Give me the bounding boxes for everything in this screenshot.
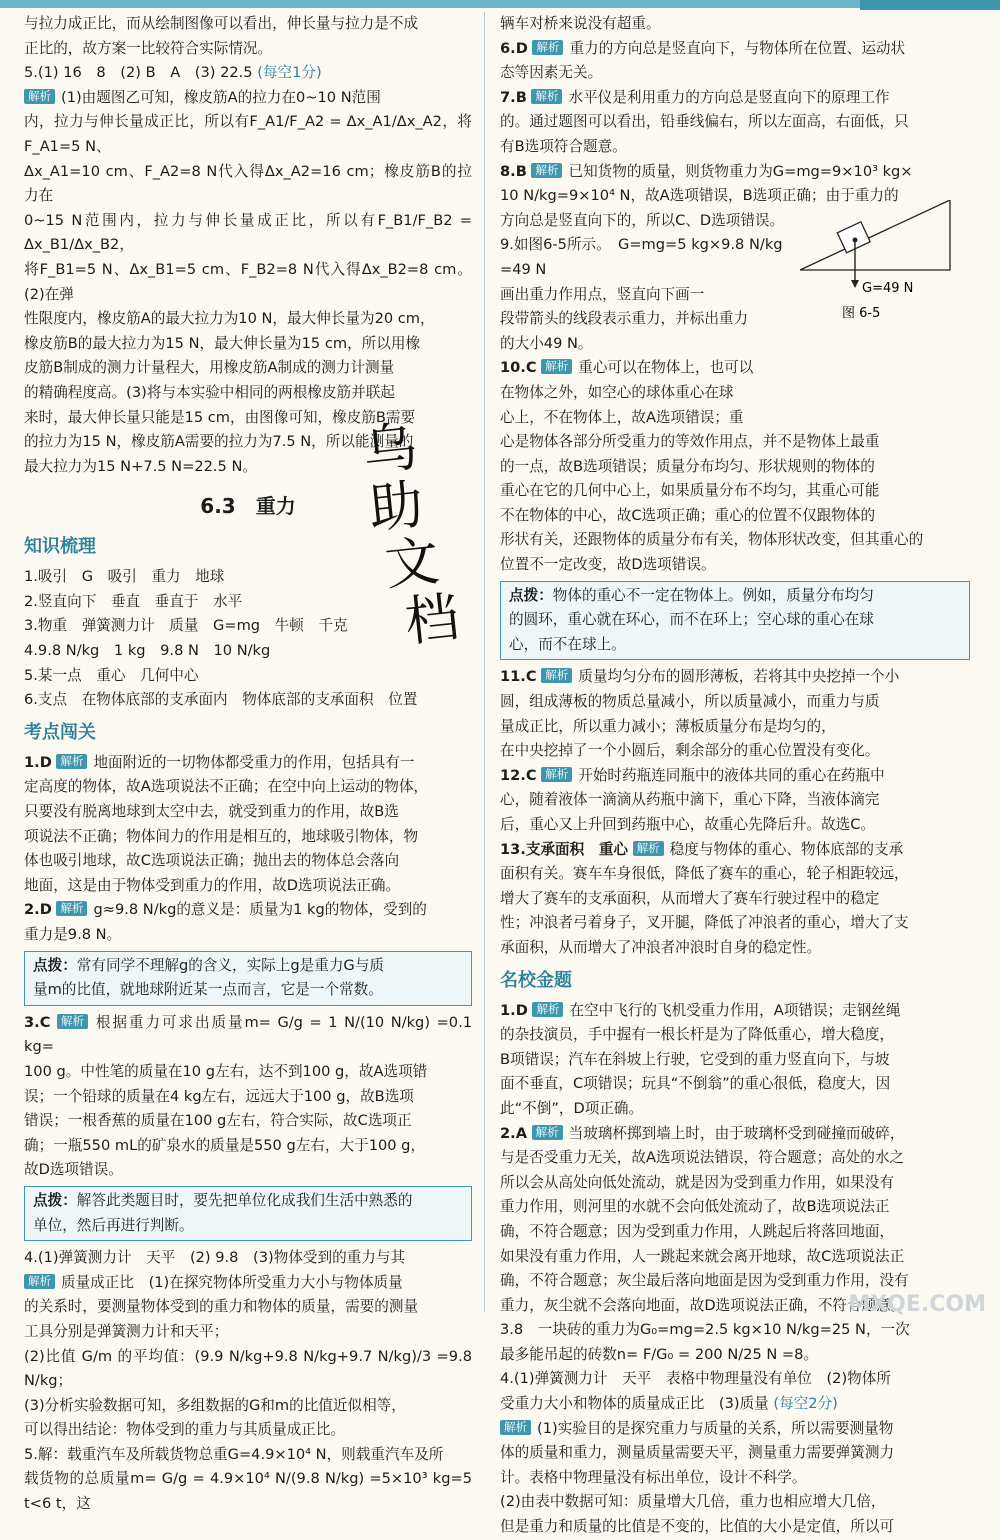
m4-line bbox=[500, 1417, 970, 1442]
analysis-line: 项说法不正确；物体间力的作用是相互的，地球吸引物体，物 bbox=[24, 827, 419, 845]
analysis-line: 圆，组成薄板的物质总量减小，所以质量减小，而重力与质 bbox=[500, 693, 880, 711]
tip-text: 物体的重心不一定在物体上。例如，质量分布均匀 bbox=[552, 586, 874, 604]
answer: 2.A bbox=[500, 1124, 527, 1142]
section-title: 6.3 重力 bbox=[200, 494, 296, 519]
answer: 1.D bbox=[24, 753, 52, 771]
top-color-bar bbox=[0, 0, 1000, 8]
analysis-line: 不在物体的中心，故C选项正确；重心的位置不仅跟物体的 bbox=[500, 506, 876, 524]
analysis-tag: 解析 bbox=[56, 901, 87, 916]
analysis-line: 确；一瓶550 mL的矿泉水的质量是550 g左右，大于100 g， bbox=[24, 1136, 426, 1154]
tip-text: 解答此类题目时，要先把单位化成我们生活中熟悉的 bbox=[76, 1191, 413, 1209]
q11-line bbox=[500, 665, 970, 690]
m3-line: 最多能吊起的砖数n= F/G₀ = 200 N/25 N =8。 bbox=[500, 1345, 819, 1363]
analysis-tag: 解析 bbox=[24, 1274, 55, 1289]
knowledge-item: 3.物重 弹簧测力计 质量 G=mg 牛顿 千克 bbox=[24, 617, 348, 635]
analysis-line: B项错误；汽车在斜坡上行驶，它受到的重力竖直向下，与坡 bbox=[500, 1050, 890, 1068]
answer: 8.B bbox=[500, 162, 527, 180]
tip-label: 点拨： bbox=[33, 956, 77, 974]
analysis-line: 态等因素无关。 bbox=[500, 64, 603, 82]
intro-line: 与拉力成正比，而从绘制图像可以看出，伸长量与拉力是不成 bbox=[24, 15, 419, 32]
analysis-line: 只要没有脱离地球到太空中去，就受到重力的作用，故B选 bbox=[24, 803, 399, 821]
answer: 2.D bbox=[24, 901, 52, 919]
m4-score: (每空2分) bbox=[773, 1395, 838, 1413]
analysis-line: 量成正比，所以重力减小；薄板质量分布是均匀的， bbox=[500, 717, 836, 735]
knowledge-item: 2.竖直向下 垂直 垂直于 水平 bbox=[24, 592, 243, 610]
q9-line: 9.如图6-5所示。 G=mg=5 kg×9.8 N/kg bbox=[500, 236, 783, 254]
tip-box bbox=[24, 1186, 472, 1241]
top-color-bar-accent bbox=[860, 0, 1000, 10]
analysis-text: 质量成正比 (1)在探究物体所受重力大小与物体质量 bbox=[61, 1273, 403, 1291]
analysis-line: 与是否受重力无关，故A选项说法错误，符合题意；高处的水之 bbox=[500, 1149, 905, 1167]
analysis-line: 可以得出结论：物体受到的重力与其质量成正比。 bbox=[24, 1421, 346, 1439]
q6-line bbox=[500, 37, 970, 62]
analysis-tag: 解析 bbox=[56, 754, 87, 769]
analysis-line: 重力作用，则河里的水就不会向低处流动了，故B选项说法正 bbox=[500, 1198, 890, 1216]
analysis-tag: 解析 bbox=[532, 40, 563, 55]
analysis-tag: 解析 bbox=[531, 163, 562, 178]
q4-line bbox=[24, 1271, 472, 1296]
figure-caption: 图 6-5 bbox=[842, 306, 881, 321]
analysis-tag: 解析 bbox=[57, 1014, 88, 1029]
knowledge-item: 1.吸引 G 吸引 重力 地球 bbox=[24, 568, 225, 586]
answer: 1.D bbox=[500, 1001, 528, 1019]
q7-line bbox=[500, 86, 970, 111]
analysis-line: (2)比值 G/m 的平均值：(9.9 N/kg+9.8 N/kg+9.7 N/kg)/3 =9.8 N/kg； bbox=[24, 1347, 472, 1390]
q9-line: 段带箭头的线段表示重力，并标出重力 bbox=[500, 310, 749, 328]
tip-text: 的圆环，重心就在环心，而不在环上；空心球的重心在球 bbox=[509, 611, 874, 629]
m1-line bbox=[500, 999, 970, 1024]
analysis-line: 体也吸引地球，故C选项说法正确；抛出去的物体总会落向 bbox=[24, 852, 400, 870]
analysis-line: 在中央挖掉了一个小圆后，剩余部分的重心位置没有变化。 bbox=[500, 742, 880, 760]
analysis-line: 面不垂直，C项错误；玩具“不倒翁”的重心很低，稳度大，因 bbox=[500, 1075, 891, 1093]
analysis-line: 有B选项符合题意。 bbox=[500, 137, 627, 155]
analysis-text: 当玻璃杯掷到墙上时，由于玻璃杯受到碰撞而破碎， bbox=[568, 1124, 905, 1142]
analysis-line: 的精确程度高。(3)将与本实验中相同的两根橡皮筋并联起 bbox=[24, 383, 395, 401]
analysis-text: g≈9.8 N/kg的意义是：质量为1 kg的物体，受到的 bbox=[93, 901, 427, 919]
analysis-line: 确，不符合题意；灰尘最后落向地面是因为受到重力作用，没有 bbox=[500, 1272, 909, 1290]
q5b-line: 载货物的总质量m= G/g = 4.9×10⁴ N/(9.8 N/kg) =5×10³ kg=5 t<6 t，这 bbox=[24, 1470, 472, 1513]
analysis-line: 故D选项错误。 bbox=[24, 1161, 123, 1179]
analysis-tag: 解析 bbox=[541, 359, 572, 374]
analysis-text: 稳度与物体的重心、物体底部的支承 bbox=[669, 840, 904, 858]
q1-line bbox=[24, 751, 472, 776]
tip-label: 点拨： bbox=[33, 1191, 77, 1209]
tip-text: 单位，然后再进行判断。 bbox=[33, 1216, 194, 1234]
q10-line bbox=[500, 356, 790, 381]
analysis-line: 10 N/kg=9×10⁴ N，故A选项错误，B选项正确；由于重力的 bbox=[500, 187, 899, 205]
analysis-line: 但是重力和质量的比值是不变的，比值的大小是定值，所以可 bbox=[500, 1518, 895, 1536]
m2-line bbox=[500, 1122, 970, 1147]
analysis-line: 内，拉力与伸长量成正比，所以有F_A1/F_A2 = Δx_A1/Δx_A2，将F_A1=5 N、 bbox=[24, 113, 472, 155]
analysis-line: 后，重心又上升回到药瓶中心，故重心先降后升。故选C。 bbox=[500, 816, 876, 833]
figure-6-5 bbox=[800, 200, 970, 340]
q5-answer: 5.(1) 16 8 (2) B A (3) 22.5 bbox=[24, 64, 253, 82]
answer: 11.C bbox=[500, 668, 537, 686]
analysis-text: 根据重力可求出质量m= G/g = 1 N/(10 N/kg) =0.1 kg= bbox=[24, 1013, 473, 1056]
tip-box bbox=[500, 581, 970, 661]
analysis-line: 如果没有重力作用，人一跳起来就会离开地球，故C选项说法正 bbox=[500, 1247, 905, 1265]
analysis-line: 性限度内，橡皮筋A的最大拉力为10 N，最大伸长量为20 cm， bbox=[24, 310, 435, 328]
q12-line bbox=[500, 764, 970, 789]
left-column bbox=[24, 12, 472, 1517]
m3-line: 3.8 一块砖的重力为G₀=mg=2.5 kg×10 N/kg=25 N，一次 bbox=[500, 1321, 910, 1339]
analysis-line: 性；冲浪者弓着身子，叉开腿，降低了冲浪者的重心，增大了支 bbox=[500, 914, 909, 932]
analysis-text: 重力的方向总是竖直向下，与物体所在位置、运动状 bbox=[569, 39, 906, 57]
analysis-line: 计。表格中物理量没有标出单位，设计不科学。 bbox=[500, 1468, 807, 1486]
q5-answer-line bbox=[24, 61, 472, 86]
analysis-line: 的关系时，要测量物体受到的重力和物体的质量，需要的测量 bbox=[24, 1298, 419, 1316]
handwriting-char: 档 bbox=[401, 585, 463, 654]
incline-diagram bbox=[800, 200, 970, 340]
gravity-arrowhead bbox=[851, 280, 859, 288]
heading-exam-points: 考点闯关 bbox=[24, 721, 96, 743]
analysis-line: 定高度的物体，故A选项说法不正确；在空中向上运动的物体， bbox=[24, 778, 429, 796]
answer: 3.C bbox=[24, 1013, 51, 1031]
analysis-line: (2)由表中数据可知：质量增大几倍，重力也相应增大几倍， bbox=[500, 1493, 886, 1511]
heading-knowledge: 知识梳理 bbox=[24, 536, 96, 558]
analysis-line: 重力是9.8 N。 bbox=[24, 926, 122, 943]
q3-line bbox=[24, 1011, 472, 1060]
block bbox=[837, 222, 870, 253]
analysis-line: 位置不一定改变，故D选项错误。 bbox=[500, 556, 716, 574]
handwriting-char: 文 bbox=[381, 529, 443, 598]
analysis-line: 体的质量和重力，测量质量需要天平，测量重力需要弹簧测力 bbox=[500, 1444, 895, 1462]
analysis-line: 地面，这是由于物体受到重力的作用，故D选项说法正确。 bbox=[24, 876, 401, 894]
q9-line: =49 N bbox=[500, 260, 547, 278]
analysis-line: 橡皮筋B的最大拉力为15 N，最大伸长量为15 cm，所以用橡 bbox=[24, 334, 421, 352]
analysis-line: 增大了赛车的支承面积，从而增大了赛车行驶过程中的稳定 bbox=[500, 889, 880, 907]
tip-box bbox=[24, 951, 472, 1006]
intro-line: 正比的，故方案一比较符合实际情况。 bbox=[24, 39, 273, 57]
analysis-tag: 解析 bbox=[532, 1125, 563, 1140]
analysis-line: 来时，最大伸长量只能是15 cm，由图像可知，橡皮筋B需要 bbox=[24, 408, 416, 426]
tip-text: 常有同学不理解g的含义，实际上g是重力G与质 bbox=[76, 956, 384, 974]
tip-text: 心，而不在球上。 bbox=[509, 635, 626, 653]
analysis-text: 开始时药瓶连同瓶中的液体共同的重心在药瓶中 bbox=[578, 766, 885, 784]
analysis-tag: 解析 bbox=[541, 767, 572, 782]
tip-text: 量m的比值，就地球附近某一点而言，它是一个常数。 bbox=[33, 981, 383, 999]
analysis-line: 工具分别是弹簧测力计和天平； bbox=[24, 1322, 229, 1340]
analysis-line: 心，随着液体一滴滴从药瓶中滴下，重心下降，当液体滴完 bbox=[500, 791, 880, 809]
q8-line bbox=[500, 160, 970, 185]
analysis-line: 的杂技演员，手中握有一根长杆是为了降低重心，增大稳度， bbox=[500, 1026, 895, 1044]
analysis-line: 错误；一根香蕉的质量在100 g左右，符合实际，故C选项正 bbox=[24, 1112, 412, 1130]
answer: 12.C bbox=[500, 766, 537, 784]
handwriting-char: 助 bbox=[365, 472, 427, 541]
m4-answer: 4.(1)弹簧测力计 天平 表格中物理量没有单位 (2)物体所 bbox=[500, 1370, 891, 1388]
knowledge-item: 5.某一点 重心 几何中心 bbox=[24, 666, 199, 684]
analysis-line: 0~15 N范围内，拉力与伸长量成正比，所以有F_B1/F_B2 = Δx_B1/Δx_B2， bbox=[24, 211, 472, 254]
intro-line: 辆车对桥来说没有超重。 bbox=[500, 15, 661, 32]
answer: 10.C bbox=[500, 359, 537, 377]
analysis-line: 误；一个铅球的质量在4 kg左右，远远大于100 g，故B选项 bbox=[24, 1087, 414, 1105]
tip-label: 点拨： bbox=[509, 586, 553, 604]
answer: 13.支承面积 重心 bbox=[500, 840, 629, 858]
column-divider bbox=[484, 12, 485, 1312]
analysis-line: 的。通过题图可以看出，铅垂线偏右，所以左面高，右面低，只 bbox=[500, 113, 909, 131]
analysis-tag: 解析 bbox=[633, 841, 664, 856]
analysis-tag: 解析 bbox=[24, 89, 55, 104]
analysis-line: 面积有关。赛车车身很低，降低了赛车的重心，轮子相距较远， bbox=[500, 865, 909, 883]
q5-analysis-line bbox=[24, 86, 472, 111]
analysis-text: 地面附近的一切物体都受重力的作用，包括具有一 bbox=[93, 753, 415, 771]
analysis-line: (3)分析实验数据可知，多组数据的G和m的比值近似相等， bbox=[24, 1396, 406, 1414]
answer: 6.D bbox=[500, 39, 528, 57]
analysis-tag: 解析 bbox=[500, 1420, 531, 1435]
analysis-line: 所以会从高处向低处流动，就是因为受到重力作用，如果没有 bbox=[500, 1173, 895, 1191]
analysis-text: 已知货物的质量，则货物重力为G=mg=9×10³ kg× bbox=[568, 162, 913, 180]
analysis-text: 重心可以在物体上，也可以 bbox=[578, 359, 754, 377]
knowledge-item: 6.支点 在物体底部的支承面内 物体底部的支承面积 位置 bbox=[24, 691, 418, 709]
analysis-line: 承面积，从而增大了冲浪者冲浪时自身的稳定性。 bbox=[500, 938, 822, 956]
analysis-text: (1)由题图乙可知，橡皮筋A的拉力在0~10 N范围 bbox=[61, 88, 381, 106]
q9-line: 的大小49 N。 bbox=[500, 334, 593, 352]
analysis-line: 心是物体各部分所受重力的等效作用点，并不是物体上最重 bbox=[500, 433, 880, 451]
q9-line: 画出重力作用点，竖直向下画一 bbox=[500, 285, 705, 303]
answer: 7.B bbox=[500, 88, 527, 106]
analysis-line: 此“不倒”，D项正确。 bbox=[500, 1099, 644, 1117]
block-on-incline bbox=[837, 222, 870, 253]
analysis-line: 将F_B1=5 N、Δx_B1=5 cm、F_B2=8 N代入得Δx_B2=8 cm。(2)在弹 bbox=[24, 260, 472, 303]
analysis-line: 重心在它的几何中心上，如果质量分布不均匀，其重心可能 bbox=[500, 482, 880, 500]
q2-line bbox=[24, 898, 472, 923]
m4-answer-line2 bbox=[500, 1392, 970, 1417]
analysis-line: 的一点，故B选项错误；质量分布均匀、形状规则的物体的 bbox=[500, 457, 875, 475]
analysis-line: 最大拉力为15 N+7.5 N=22.5 N。 bbox=[24, 457, 257, 475]
q10-block bbox=[500, 356, 790, 430]
knowledge-item: 4.9.8 N/kg 1 kg 9.8 N 10 N/kg bbox=[24, 642, 271, 660]
analysis-text: 质量均匀分布的圆形薄板，若将其中央挖掉一个小 bbox=[578, 668, 900, 686]
corner-watermark: MXQE.COM bbox=[848, 1292, 986, 1318]
heading-famous-school: 名校金题 bbox=[500, 969, 572, 991]
analysis-line: 100 g。中性笔的质量在10 g左右，达不到100 g，故A选项错 bbox=[24, 1062, 428, 1080]
analysis-text: 水平仪是利用重力的方向总是竖直向下的原理工作 bbox=[568, 88, 890, 106]
gravity-label: G=49 N bbox=[862, 281, 914, 296]
q9-block bbox=[500, 233, 790, 356]
analysis-line: Δx_A1=10 cm、F_A2=8 N代入得Δx_A2=16 cm；橡皮筋B的拉力在 bbox=[24, 162, 472, 205]
analysis-line: 方向总是竖直向下的，所以C、D选项错误。 bbox=[500, 211, 785, 229]
analysis-line: 重力，灰尘就不会落向地面，故D选项说法正确，不符合题意。 bbox=[500, 1296, 906, 1314]
analysis-text: (1)实验目的是探究重力与质量的关系，所以需要测量物 bbox=[537, 1419, 894, 1437]
q5-score: (每空1分) bbox=[257, 64, 322, 82]
q4-answer: 4.(1)弹簧测力计 天平 (2) 9.8 (3)物体受到的重力与其 bbox=[24, 1249, 406, 1267]
analysis-line: 的拉力为15 N，橡皮筋A需要的拉力为7.5 N，所以能测量的 bbox=[24, 433, 414, 451]
center-of-gravity-dot bbox=[853, 238, 858, 243]
analysis-line: 心上，不在物体上，故A选项错误；重 bbox=[500, 408, 744, 426]
analysis-line: 形状有关，还跟物体的质量分布有关，物体形状改变，但其重心的 bbox=[500, 531, 924, 549]
analysis-tag: 解析 bbox=[541, 668, 572, 683]
m4-answer-cont: 受重力大小和物体的质量成正比 (3)质量 bbox=[500, 1395, 769, 1413]
analysis-tag: 解析 bbox=[532, 1002, 563, 1017]
handwriting-char: 乌 bbox=[359, 414, 421, 484]
analysis-line: 在物体之外，如空心的球体重心在球 bbox=[500, 383, 734, 401]
q13-line bbox=[500, 838, 970, 863]
analysis-line: 确，不符合题意；因为受到重力作用，人跳起后将落回地面， bbox=[500, 1222, 895, 1240]
analysis-text: 在空中飞行的飞机受重力作用，A项错误；走钢丝绳 bbox=[569, 1001, 901, 1019]
incline-triangle bbox=[800, 200, 950, 270]
analysis-tag: 解析 bbox=[531, 89, 562, 104]
q5b-line: 5.解：载重汽车及所载货物总重G=4.9×10⁴ N，则载重汽车及所 bbox=[24, 1445, 444, 1463]
analysis-line: 皮筋B制成的测力计量程大，用橡皮筋A制成的测力计测量 bbox=[24, 359, 395, 377]
